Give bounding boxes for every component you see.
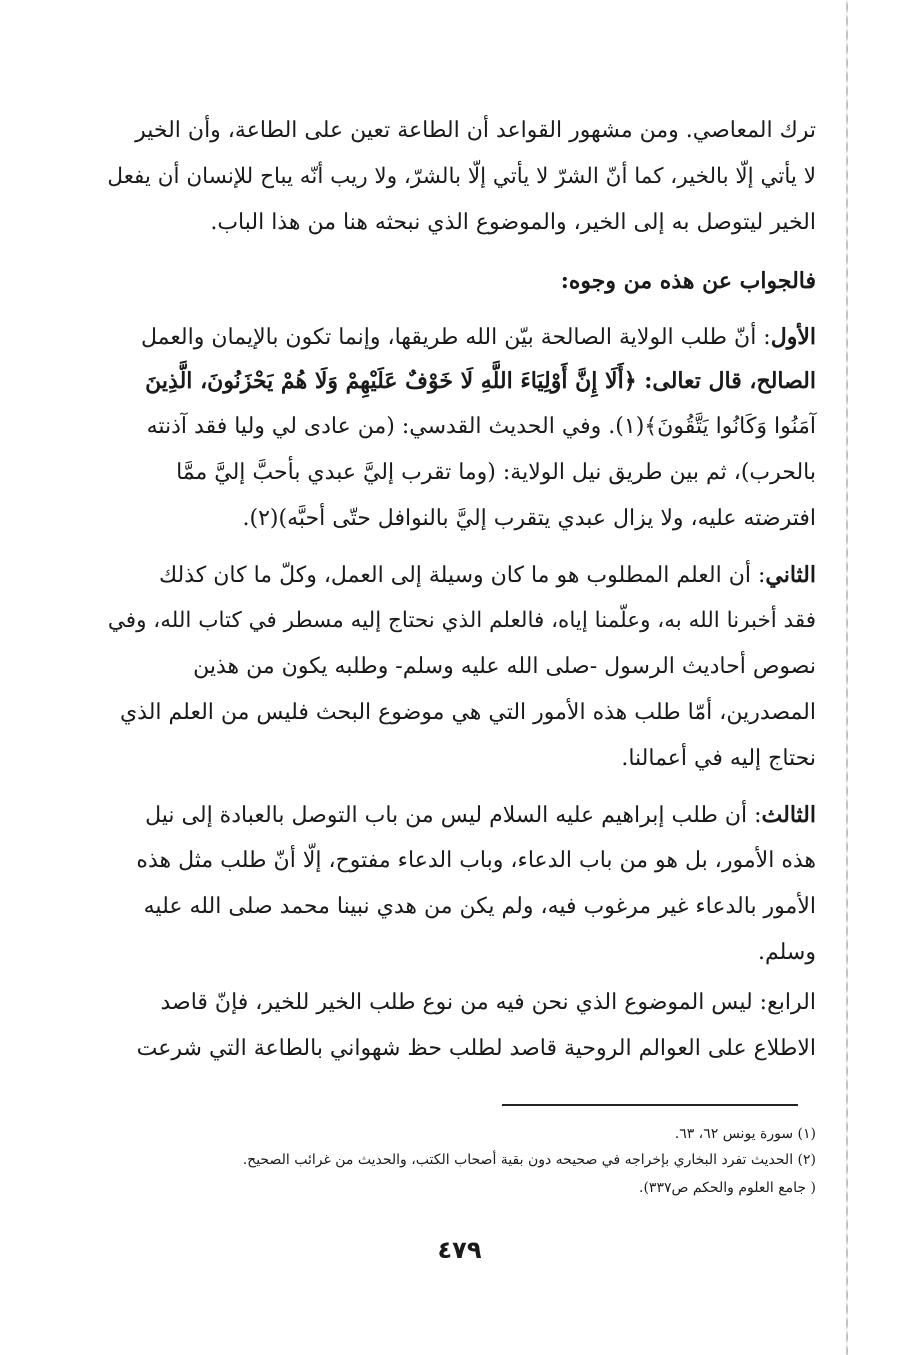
point-first-line: الصالح، قال تعالى: ﴿أَلَا إِنَّ أَوْلِيَاءَ اللَّهِ لَا خَوْفٌ عَلَيْهِمْ وَلَا هُمْ يَحْزَنُونَ، الَّذِينَ [145,368,816,394]
answer-intro: فالجواب عن هذه من وجوه: [560,268,816,294]
margin-scan-dots [846,0,848,1355]
footnote: ( جامع العلوم والحكم ص٣٣٧). [639,1180,816,1196]
footnote: (٢) الحديث تفرد البخاري بإخراجه في صحيحه دون بقية أصحاب الكتب، والحديث من غرائب الصحيح. [242,1152,816,1168]
point-first-line: افترضته عليه، ولا يزال عبدي يتقرب إليَّ بالنوافل حتّى أحبَّه)(٢). [242,506,816,531]
point-second-line: فقد أخبرنا الله به، وعلّمنا إياه، فالعلم الذي نحتاج إليه مسطر في كتاب الله، وفي [107,608,816,633]
point-fourth-line: الاطلاع على العوالم الروحية قاصد لطلب حظ شهواني بالطاعة التي شرعت [136,1036,816,1061]
point-second-heading: الثاني [765,562,816,588]
point-first-line: بالحرب)، ثم بين طريق نيل الولاية: (وما تقرب إليَّ عبدي بأحبَّ إليَّ ممَّا [176,460,816,485]
point-third-line: هذه الأمور، بل هو من باب الدعاء، وباب الدعاء مفتوح، إلّا أنّ طلب مثل هذه [136,848,816,873]
footnote: (١) سورة يونس ٦٢، ٦٣. [674,1126,816,1142]
body-line: لا يأتي إلّا بالخير، كما أنّ الشرّ لا يأتي إلّا بالشرّ، ولا ريب أنّه يباح للإنسان أن يفعل [107,164,816,189]
point-first-text: : أنّ طلب الولاية الصالحة بيّن الله طريقها، وإنما تكون بالإيمان والعمل [140,325,771,350]
point-first-heading: الأول [770,324,816,350]
point-third-line: وسلم. [758,940,816,965]
point-fourth-line: الرابع: ليس الموضوع الذي نحن فيه من نوع طلب الخير للخير، فإنّ قاصد [160,990,816,1015]
body-line: الخير ليتوصل به إلى الخير، والموضوع الذي نبحثه هنا من هذا الباب. [210,210,816,235]
point-first-line: آمَنُوا وَكَانُوا يَتَّقُونَ﴾(١). وفي الحديث القدسي: (من عادى لي وليا فقد آذنته [146,414,816,439]
point-second-text: : أن العلم المطلوب هو ما كان وسيلة إلى العمل، وكلّ ما كان كذلك [159,563,766,588]
footnotes [104,0,816,1230]
page-number: ٤٧٩ [437,1236,482,1264]
point-second-line: المصدرين، أمّا طلب هذه الأمور التي هي موضوع البحث فليس من العلم الذي [119,700,816,725]
point-third-line: الأمور بالدعاء غير مرغوب فيه، ولم يكن من هدي نبينا محمد صلى الله عليه [143,894,816,919]
point-second-line: نحتاج إليه في أعمالنا. [621,746,816,771]
point-second-line: نصوص أحاديث الرسول -صلى الله عليه وسلم- وطلبه يكون من هذين [193,654,816,679]
body-line: ترك المعاصي. ومن مشهور القواعد أن الطاعة تعين على الطاعة، وأن الخير [135,118,816,143]
point-third-text: : أن طلب إبراهيم عليه السلام ليس من باب التوصل بالعبادة إلى نيل [145,803,762,828]
point-third-heading: الثالث [761,802,816,828]
